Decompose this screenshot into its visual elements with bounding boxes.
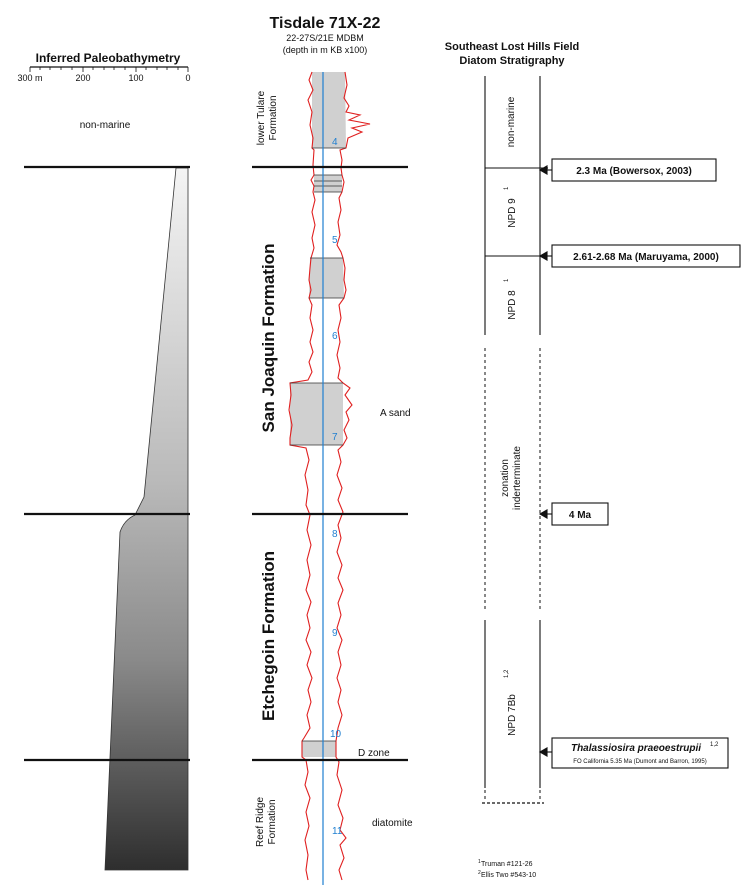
depth-label-4: 4 [332, 137, 338, 148]
d-zone-label: D zone [358, 748, 390, 759]
bathymetry-tick-200: 200 [75, 73, 91, 83]
zone-npd8: NPD 8 [507, 290, 518, 320]
taxon-name: Thalassiosira praeoestrupii [570, 743, 702, 754]
sand-fill [314, 175, 342, 192]
footnotes [478, 859, 536, 879]
bathymetry-minor-ticks [30, 67, 188, 72]
strat-column-lines [485, 76, 548, 788]
footnote-1: Truman #121-26 [481, 861, 533, 868]
zone-npd9: NPD 9 [507, 198, 518, 228]
diatom-stratigraphy-panel [445, 41, 740, 803]
zone-nonmarine: non-marine [506, 96, 517, 148]
depth-label-9: 9 [332, 628, 338, 639]
bathymetry-tick-0: 0 [185, 73, 191, 83]
zone-npd7bb-sup: 1,2 [504, 669, 510, 678]
well-title: Tisdale 71X-22 [269, 15, 381, 32]
well-location: 22-27S/21E MDBM [286, 33, 364, 43]
depth-label-11: 11 [332, 826, 343, 837]
bathymetry-tick-300: 300 m [17, 73, 43, 83]
depth-label-5: 5 [332, 235, 338, 246]
zone-npd8-sup: 1 [504, 278, 510, 282]
depth-label-7: 7 [332, 432, 338, 443]
footnote-2: Ellis Two #543-10 [481, 872, 537, 879]
strat-title-line1: Southeast Lost Hills Field [444, 41, 580, 53]
bathymetry-profile [105, 168, 188, 870]
zone-npd7bb: NPD 7Bb [507, 694, 518, 736]
formation-labels [255, 90, 279, 847]
well-depth-note: (depth in m KB x100) [282, 45, 368, 55]
well-log [289, 72, 370, 885]
age-label-maruyama: 2.61-2.68 Ma (Maruyama, 2000) [573, 252, 719, 263]
depth-labels [330, 137, 343, 837]
bathymetry-tick-100: 100 [128, 73, 144, 83]
age-label-bowersox: 2.3 Ma (Bowersox, 2003) [576, 166, 692, 177]
well-header [270, 15, 381, 55]
sand-fill [312, 72, 346, 148]
zone-indeterminate-line1: zonation [500, 459, 511, 497]
strat-title-line2: Diatom Stratigraphy [459, 55, 565, 67]
formation-reef-ridge-line2: Formation [267, 799, 278, 845]
bathymetry-title: Inferred Paleobathymetry [35, 51, 181, 65]
depth-label-8: 8 [332, 529, 338, 540]
zone-indeterminate-line2: inderterminate [512, 446, 523, 510]
formation-san-joaquin: San Joaquin Formation [259, 243, 278, 433]
taxon-sup: 1,2 [710, 742, 719, 748]
bathymetry-nonmarine-label: non-marine [79, 120, 131, 131]
formation-lower-tulare-line2: Formation [268, 95, 279, 141]
depth-label-6: 6 [332, 331, 338, 342]
formation-etchegoin: Etchegoin Formation [259, 551, 278, 721]
age-label-4ma: 4 Ma [568, 510, 592, 521]
log-curve-left [289, 72, 315, 880]
formation-reef-ridge-line1: Reef Ridge [255, 796, 266, 848]
zone-npd9-sup: 1 [504, 186, 510, 190]
age-arrows [540, 166, 552, 756]
footnote-2-sup: 2 [478, 870, 481, 876]
diatomite-label: diatomite [372, 818, 413, 829]
sand-fill [309, 258, 344, 298]
bathymetry-panel [17, 51, 190, 870]
taxon-note: FO California 5.35 Ma (Dumont and Barron, 1995) [573, 759, 707, 765]
boundary-lines [24, 167, 408, 760]
footnote-1-sup: 1 [478, 859, 481, 865]
formation-lower-tulare-line1: lower Tulare [256, 90, 267, 146]
sand-fill [302, 741, 336, 757]
a-sand-label: A sand [380, 408, 411, 419]
depth-label-10: 10 [330, 729, 342, 740]
